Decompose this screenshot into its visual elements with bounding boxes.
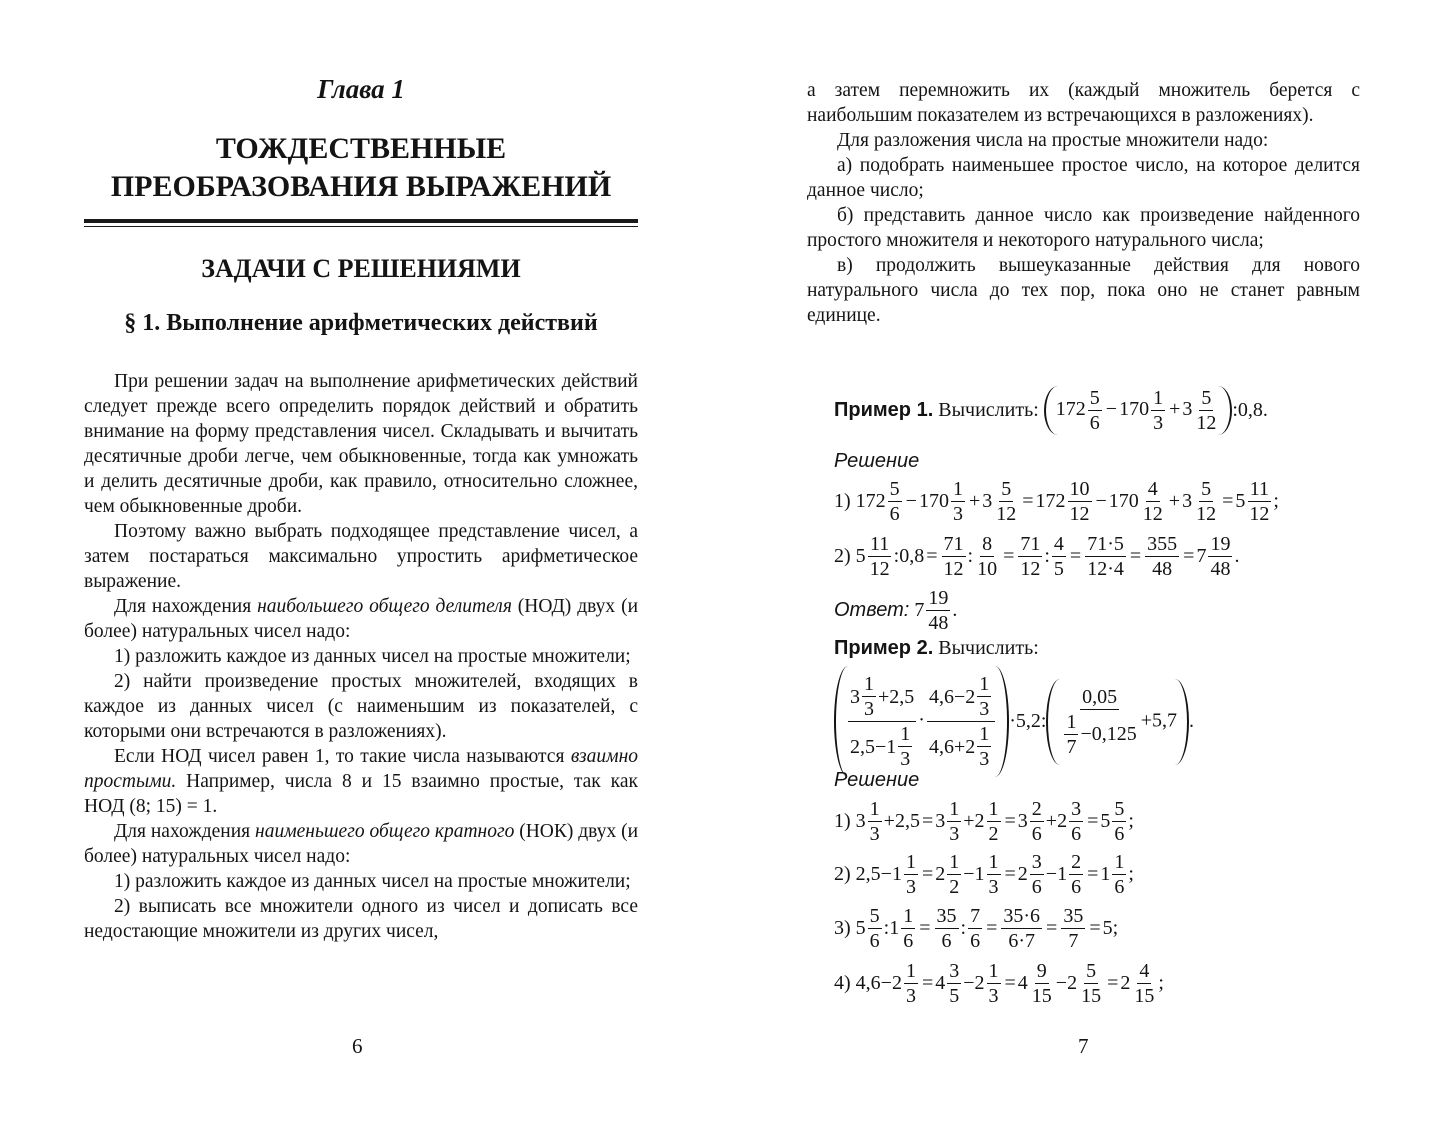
body-paragraph: При решении задач на выполнение арифметических действий следует прежде всего определить порядок действий и обратить внимание на форму представления чисел. Складывать и вычитать десятичные дроби легче, чем обыкновенные, тогда как умножать и делить десятичные дроби, как правило, относительно сложнее, чем обыкновенные дроби. bbox=[84, 371, 638, 517]
example-2-statement bbox=[834, 637, 1039, 660]
text-span: Для нахождения bbox=[114, 821, 256, 842]
solution-2-step-4: 4) 4,6−2 $\frac{1}{3}$ = 4 $\frac{3}{5}$ −2 $\frac{1}{3}$ = 4 $\frac{9}{15}$ −2 $\frac{5}{15}$ = 2 $\frac{4}{15}$ ; bbox=[834, 960, 1164, 1007]
text-span: Например, числа 8 и 15 взаимно простые, так как НОД (8; 15) = 1. bbox=[84, 771, 638, 817]
title-rule-thick bbox=[84, 219, 638, 223]
body-paragraph bbox=[84, 819, 638, 869]
paragraph-title: § 1. Выполнение арифметических действий bbox=[124, 310, 598, 336]
text-span: (НОК) двух (и более) натуральных чисел надо: bbox=[84, 821, 639, 867]
body-paragraph: 1) разложить каждое из данных чисел на простые множители; bbox=[114, 646, 631, 667]
solution-step-2: 2) 5 $\frac{11}{12}$ :0,8 = $\frac{71}{12}$ : $\frac{8}{10}$ = $\frac{71}{12}$ : $\frac{4}{5}$ = $\frac{71\cdot 5}{12\cdot 4}$ = $\frac{355}{48}$ = 7 $\frac{19}{48}$ . bbox=[834, 533, 1240, 580]
body-paragraph: Для разложения числа на простые множители надо: bbox=[837, 130, 1269, 151]
term-coprime: взаимно простыми. bbox=[84, 746, 638, 792]
chapter-title-line2: ПРЕОБРАЗОВАНИЯ ВЫРАЖЕНИЙ bbox=[110, 170, 612, 203]
body-paragraph: 1) разложить каждое из данных чисел на простые множители; bbox=[114, 871, 631, 892]
chapter-title-line1: ТОЖДЕСТВЕННЫЕ bbox=[215, 132, 507, 165]
body-paragraph bbox=[84, 594, 638, 644]
answer-1: Ответ: 7 $\frac{19}{48}$ . bbox=[834, 587, 958, 634]
right-body-text bbox=[807, 78, 1360, 328]
solution-label: Решение bbox=[834, 450, 920, 472]
body-paragraph: б) представить данное число как произведение найденного простого множителя и некоторого натурального числа; bbox=[807, 205, 1360, 251]
solution-step-1: 1) 172 $\frac{5}{6}$ − 170 $\frac{1}{3}$ + 3 $\frac{5}{12}$ = 172 $\frac{10}{12}$ − 170 $\frac{4}{12}$ + 3 $\frac{5}{12}$ = 5 $\frac{11}{12}$ ; bbox=[834, 478, 1279, 525]
body-paragraph: Поэтому важно выбрать подходящее представление чисел, а затем постараться максимально упростить арифметическое выражение. bbox=[84, 521, 638, 592]
text-span: Если НОД чисел равен 1, то такие числа называются bbox=[114, 746, 571, 767]
body-paragraph: а затем перемножить их (каждый множитель берется с наибольшим показателем из встречающихся в разложениях). bbox=[807, 80, 1360, 126]
compute-label: Вычислить: bbox=[938, 637, 1039, 659]
solution-label: Решение bbox=[834, 769, 920, 791]
page-number: 6 bbox=[352, 1034, 363, 1058]
body-paragraph: 2) найти произведение простых множителей, входящих в каждое из данных чисел (с наименьшим из показателей, с которыми они встречаются в разложениях). bbox=[84, 671, 638, 742]
title-rule-thin bbox=[84, 226, 638, 227]
left-body-text bbox=[84, 369, 638, 944]
chapter-label: Глава 1 bbox=[317, 74, 405, 104]
example-1-statement: Пример 1. Вычислить: 172 $\frac{5}{6}$ − 170 $\frac{1}{3}$ + 3 $\frac{5}{12}$ :0,8. bbox=[834, 387, 1268, 434]
example-1-label: Пример 1. bbox=[834, 399, 934, 421]
section-title: ЗАДАЧИ С РЕШЕНИЯМИ bbox=[201, 254, 521, 283]
solution-2-step-1: 1) 3 $\frac{1}{3}$ +2,5 = 3 $\frac{1}{3}$ +2 $\frac{1}{2}$ = 3 $\frac{2}{6}$ +2 $\frac{3}{6}$ = 5 $\frac{5}{6}$ ; bbox=[834, 798, 1134, 845]
left-page bbox=[0, 0, 722, 1129]
right-page bbox=[722, 0, 1445, 1129]
text-span: (НОД) двух (и более) натуральных чисел надо: bbox=[84, 596, 639, 642]
body-paragraph: в) продолжить вышеуказанные действия для нового натурального числа до тех пор, пока оно не станет равным единице. bbox=[807, 255, 1360, 326]
chapter-title bbox=[84, 130, 638, 206]
example-2-expression: 3 $\frac{1}{3}$ +2,5 2,5−1 $\frac{1}{3}$ · 4,6−2 $\frac{1}{3}$ 4,6+2 $\frac{1}{3}$ ·5,2: 0,05 $\frac{1}{7}$ −0,125 +5,7 . bbox=[834, 666, 1194, 777]
term-gcd: наибольшего общего делителя bbox=[257, 596, 512, 617]
solution-2-step-2: 2) 2,5−1 $\frac{1}{3}$ = 2 $\frac{1}{2}$ −1 $\frac{1}{3}$ = 2 $\frac{3}{6}$ −1 $\frac{2}{6}$ = 1 $\frac{1}{6}$ ; bbox=[834, 851, 1134, 898]
example-2-label: Пример 2. bbox=[834, 637, 934, 659]
solution-2-step-3: 3) 5 $\frac{5}{6}$ :1 $\frac{1}{6}$ = $\frac{35}{6}$ : $\frac{7}{6}$ = $\frac{35\cdot 6}{6\cdot 7}$ = $\frac{35}{7}$ = 5; bbox=[834, 905, 1119, 952]
expression: 172 $\frac{5}{6}$ − 170 $\frac{1}{3}$ + 3 $\frac{5}{12}$ bbox=[1044, 386, 1233, 435]
compute-label: Вычислить: bbox=[938, 399, 1039, 421]
body-paragraph bbox=[84, 744, 638, 819]
body-paragraph: 2) выписать все множители одного из чисел и дописать все недостающие множители из других чисел, bbox=[84, 896, 638, 942]
page-number: 7 bbox=[1078, 1034, 1089, 1058]
text-span: Для нахождения bbox=[114, 596, 258, 617]
body-paragraph: а) подобрать наименьшее простое число, на которое делится данное число; bbox=[807, 155, 1360, 201]
term-lcm: наименьшего общего кратного bbox=[255, 821, 515, 842]
answer-label: Ответ: bbox=[834, 599, 910, 621]
